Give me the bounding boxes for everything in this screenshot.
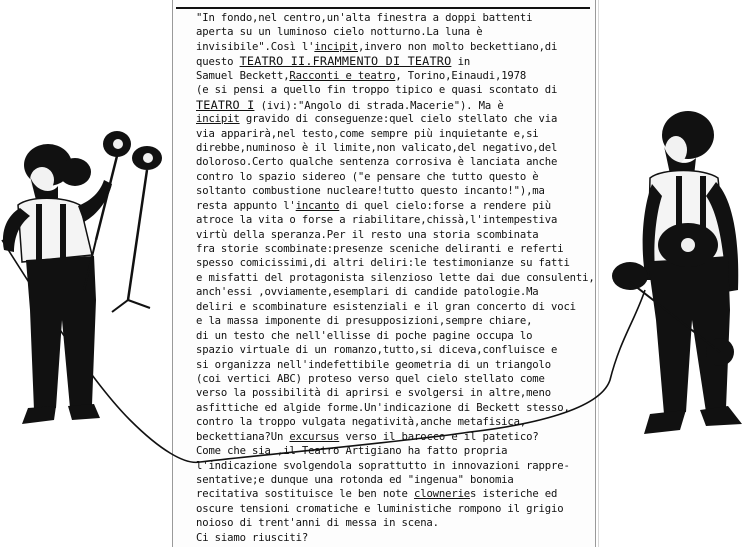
underlined-term: incipit	[196, 113, 240, 126]
underlined-term: incipit	[314, 40, 358, 53]
text-run: l'indicazione svolgendola soprattutto in innovazioni rappre-	[196, 459, 570, 472]
text-run: virtù della speranza.Per il resto una storia scombinata	[196, 228, 539, 241]
right-man-figure	[643, 111, 742, 434]
text-run: e misfatti del protagonista silenzioso lette dai due consulenti,	[196, 271, 595, 284]
text-run: deliri e scombinature esistenziali e il gran concerto di voci	[196, 300, 576, 313]
text-run: verso il barocco e il patetico?	[339, 430, 539, 443]
text-run: invisibile".Così l'	[196, 40, 315, 53]
text-run: anch'essi ,ovviamente,esemplari di candide patologie.Ma	[196, 286, 539, 299]
text-run: oscure tensioni cromatiche e luministiche rompono il grigio	[196, 502, 564, 515]
text-run: direbbe,numinoso è il limite,non valicato,del negativo,del	[196, 141, 558, 154]
text-run: resta appunto l'	[196, 199, 296, 212]
text-run: (e si pensi a quello fin troppo tipico e quasi scontato di	[196, 84, 558, 97]
text-run: in	[451, 56, 471, 69]
text-run: (ivi):"Angolo di strada.Macerie"). Ma è	[254, 99, 504, 112]
text-run: di quel cielo:forse a rendere più	[339, 199, 552, 212]
left-man-figure	[3, 144, 112, 424]
underlined-term: Racconti e teatro	[289, 69, 396, 82]
text-run: "In fondo,nel centro,un'alta finestra a doppi battenti	[196, 12, 533, 24]
text-run: contro lo spazio sidereo ("e pensare che tutto questo è	[196, 170, 539, 183]
text-run: gravido di conseguenze:quel cielo stellato che via	[239, 113, 558, 126]
text-run: Samuel Beckett,	[196, 69, 290, 82]
text-run: verso la possibilità di aprirsi e svolgersi in altre,meno	[196, 387, 551, 400]
text-run: spazio virtuale di un romanzo,tutto,si diceva,confluisce e	[196, 344, 558, 357]
text-run: aperta su un luminoso cielo notturno.La luna è	[196, 26, 483, 39]
text-run: ,invero non molto beckettiano,di	[357, 40, 558, 53]
text-run: si organizza nell'indefettibile geometria di un triangolo	[196, 358, 551, 371]
text-run: Come che sia ,il Teatro Artigiano ha fatto propria	[196, 445, 508, 458]
text-run: soltanto combustione nucleare!tutto questo incanto!"),ma	[196, 185, 545, 198]
underlined-term: excursus	[289, 430, 340, 443]
text-run: doloroso.Certo qualche sentenza corrosiva è lanciata anche	[196, 156, 558, 169]
text-run: e la massa imponente di presupposizioni,sempre chiare,	[196, 315, 533, 328]
text-run: fra storie scombinate:presenze sceniche deliranti e referti	[196, 243, 564, 255]
text-run: sentative;e dunque una rotonda ed "ingenua" bonomia	[196, 474, 514, 486]
underlined-term: clownerie	[413, 488, 471, 501]
text-run: noioso di trent'anni di messa in scena.	[196, 517, 439, 530]
text-run: spesso comicissimi,di altri deliri:le testimonianze su fatti	[196, 257, 570, 270]
text-run: via apparirà,nel testo,come sempre più inquietante e,si	[196, 127, 539, 140]
text-run: asfittiche ed algide forme.Un'indicazione di Beckett stesso,	[196, 401, 570, 414]
text-run: s isteriche ed	[470, 488, 558, 501]
underlined-term: TEATRO II.FRAMMENTO DI TEATRO	[239, 54, 452, 69]
text-run: recitativa sostituisce le ben note	[196, 488, 414, 501]
text-run: atroce la vita o forse a riabilitare,chissà,l'intempestiva	[196, 214, 558, 227]
wire-line	[2, 240, 645, 462]
text-run: di un testo che nell'ellisse di poche pagine occupa lo	[196, 329, 533, 342]
text-run: contro la troppo vulgata negatività,anche metafisica,	[196, 416, 527, 429]
underlined-term: incanto	[295, 199, 340, 212]
text-run: Ci siamo riusciti?	[196, 531, 309, 544]
text-run: questo	[196, 56, 240, 69]
text-run: (coi vertici ABC) proteso verso quel cielo stellato come	[196, 372, 545, 385]
text-run: , Torino,Einaudi,1978	[395, 69, 527, 82]
text-run: beckettiana?Un	[196, 430, 290, 443]
underlined-term: TEATRO I	[196, 97, 255, 112]
